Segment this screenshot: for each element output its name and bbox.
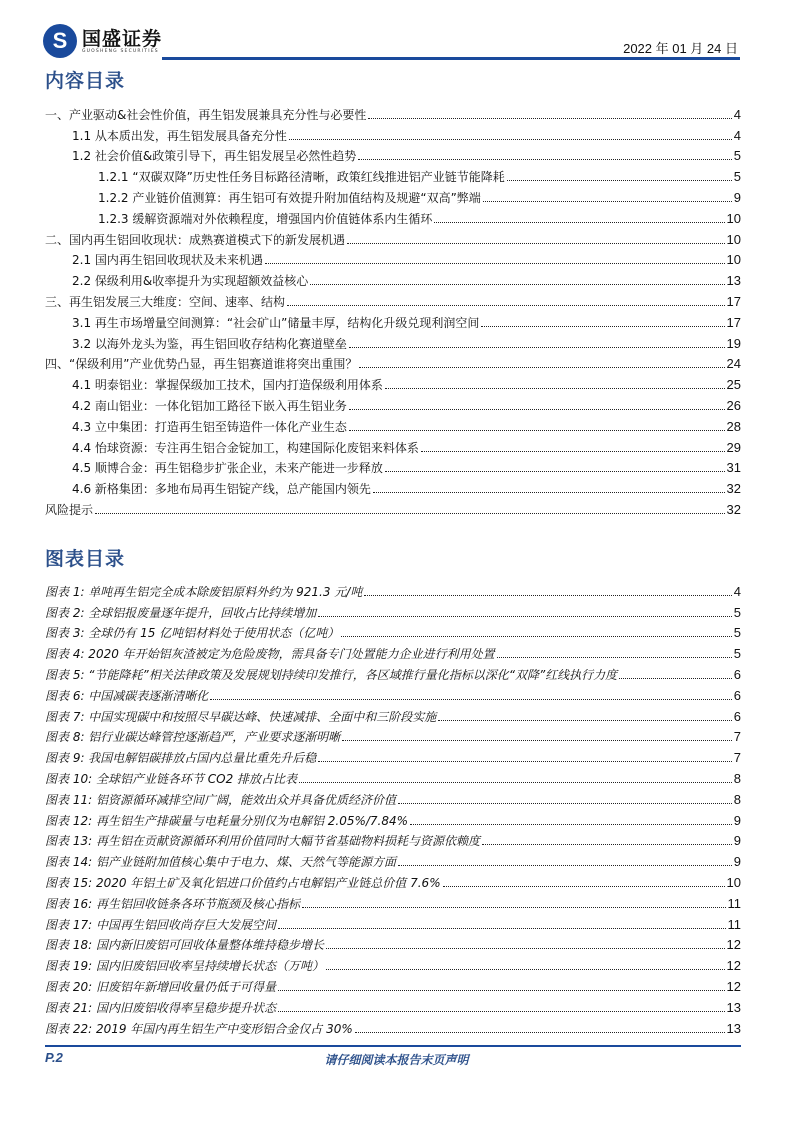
toc-entry[interactable] [45,267,741,288]
dot-leader [347,243,725,244]
toc-entry[interactable] [45,330,741,351]
entry-title: 4.1 明泰铝业：掌握保级加工技术，国内打造保级利用体系 [72,378,383,393]
dot-leader [398,803,732,804]
dot-leader [302,907,726,908]
toc-entry[interactable] [45,247,741,268]
figure-entry[interactable] [45,828,741,849]
entry-page: 13 [726,999,741,1015]
entry-title: 图表 9: 我国电解铝碳排放占国内总量比重先升后稳 [45,751,317,766]
entry-page: 8 [733,770,741,786]
dot-leader [359,367,724,368]
toc-entry[interactable] [45,455,741,476]
entry-title: 图表 13: 再生铝在贡献资源循环利用价值同时大幅节省基础物料损耗与资源依赖度 [45,834,480,849]
entry-title: 4.3 立中集团：打造再生铝至铸造件一体化产业生态 [72,419,347,434]
dot-leader [410,824,732,825]
dot-leader [507,180,732,181]
entry-title: 图表 20: 旧废铝年新增回收量仍低于可得量 [45,979,276,994]
entry-title: 1.1 从本质出发，再生铝发展具备充分性 [72,128,287,143]
entry-page: 9 [733,854,741,870]
entry-title: 3.2 以海外龙头为鉴，再生铝回收存结构化赛道壁垒 [72,336,347,351]
entry-page: 5 [733,646,741,662]
entry-page: 25 [726,377,741,393]
toc-entry[interactable] [45,413,741,434]
footer-divider [45,1045,741,1047]
figure-entry[interactable] [45,599,741,620]
figure-entry[interactable] [45,661,741,682]
dot-leader [619,678,732,679]
entry-title: 图表 11: 铝资源循环减排空间广阔，能效出众并具备优质经济价值 [45,792,396,807]
dot-leader [483,201,732,202]
entry-title: 2.1 国内再生铝回收现状及未来机遇 [72,253,263,268]
dot-leader [364,595,731,596]
dot-leader [326,969,725,970]
entry-title: 图表 10: 全球铝产业链各环节 CO2 排放占比表 [45,771,298,786]
toc-entry[interactable] [45,143,741,164]
toc-entry[interactable] [45,288,741,309]
toc-entry[interactable] [45,392,741,413]
entry-page: 32 [726,501,741,517]
entry-title: 图表 5: “节能降耗”相关法律政策及发展规划持续印发推行，各区域推行量化指标以深化“双降”红线执行力度 [45,667,618,682]
entry-title: 4.6 新格集团：多地布局再生铝锭产线，总产能国内领先 [72,482,371,497]
entry-page: 29 [726,439,741,455]
figure-entry[interactable] [45,578,741,599]
entry-title: 图表 2: 全球铝报废量逐年提升，回收占比持续增加 [45,605,317,620]
toc-entry[interactable] [45,496,741,517]
entry-title: 1.2 社会价值&政策引导下，再生铝发展呈必然性趋势 [72,149,357,164]
figure-entry[interactable] [45,994,741,1015]
entry-page: 10 [726,874,741,890]
footer-disclaimer: 请仔细阅读本报告末页声明 [324,1053,469,1067]
figure-entry[interactable] [45,682,741,703]
toc-entry[interactable] [45,475,741,496]
figure-entry[interactable] [45,807,741,828]
header-divider [162,57,740,60]
dot-leader [318,616,731,617]
entry-title: 一、产业驱动&社会性价值，再生铝发展兼具充分性与必要性 [45,107,367,122]
entry-page: 13 [726,1020,741,1036]
entry-page: 7 [733,729,741,745]
dot-leader [310,284,724,285]
entry-page: 24 [726,356,741,372]
dot-leader [95,513,725,514]
dot-leader [341,636,732,637]
entry-title: 图表 17: 中国再生铝回收尚存巨大发展空间 [45,917,276,932]
report-date: 2022 年 01 月 24 日 [623,41,738,56]
dot-leader [349,347,725,348]
entry-page: 32 [726,481,741,497]
figure-entry[interactable] [45,952,741,973]
entry-page: 26 [726,397,741,413]
dot-leader [385,388,725,389]
dot-leader [210,699,731,700]
dot-leader [289,139,732,140]
dot-leader [349,409,725,410]
toc-entry[interactable] [45,351,741,372]
figure-entry[interactable] [45,890,741,911]
figure-entry[interactable] [45,786,741,807]
dot-leader [326,948,725,949]
entry-title: 四、“保级利用”产业优势凸显，再生铝赛道谁将突出重围？ [45,357,358,372]
entry-page: 5 [733,604,741,620]
entry-title: 图表 6: 中国减碳表逐渐清晰化 [45,688,209,703]
company-logo [43,24,162,58]
page-number: P.2 [45,1050,63,1065]
entry-title: 图表 8: 铝行业碳达峰管控逐渐趋严，产业要求逐渐明晰 [45,730,341,745]
entry-title: 图表 15: 2020 年铝土矿及氧化铝进口价值约占电解铝产业链总价值 7.6% [45,875,441,890]
entry-title: 4.2 南山铝业：一体化铝加工路径下嵌入再生铝业务 [72,398,347,413]
entry-page: 5 [733,148,741,164]
entry-page: 31 [726,460,741,476]
entry-title: 4.5 顺博合金：再生铝稳步扩张企业，未来产能进一步释放 [72,461,383,476]
entry-page: 6 [733,687,741,703]
figure-entry[interactable] [45,848,741,869]
figure-list-title: 图表目录 [45,548,126,570]
entry-page: 5 [733,169,741,185]
entry-page: 12 [726,937,741,953]
toc-entry[interactable] [45,309,741,330]
entry-page: 17 [726,293,741,309]
entry-title: 1.2.3 缓解资源端对外依赖程度，增强国内价值链体系内生循环 [98,211,433,226]
dot-leader [443,886,725,887]
entry-page: 5 [733,625,741,641]
dot-leader [349,430,725,431]
entry-page: 13 [726,273,741,289]
entry-title: 图表 4: 2020 年开始铝灰渣被定为危险废物，需具备专门处置能力企业进行利用处置 [45,647,495,662]
dot-leader [318,761,731,762]
toc-entry[interactable] [45,163,741,184]
dot-leader [265,263,725,264]
dot-leader [385,471,725,472]
figure-entry[interactable] [45,869,741,890]
figure-entry[interactable] [45,744,741,765]
figure-entry[interactable] [45,1015,741,1036]
entry-page: 12 [726,958,741,974]
dot-leader [481,326,724,327]
entry-page: 9 [733,812,741,828]
dot-leader [373,492,725,493]
entry-page: 7 [733,750,741,766]
dot-leader [421,451,725,452]
logo-name-en: GUOSHENG SECURITIES [82,48,159,54]
entry-page: 6 [733,708,741,724]
toc-entry[interactable] [45,101,741,122]
toc-entry[interactable] [45,184,741,205]
entry-page: 4 [733,106,741,122]
figure-entry[interactable] [45,724,741,745]
dot-leader [358,159,732,160]
entry-page: 4 [733,583,741,599]
entry-page: 17 [726,314,741,330]
dot-leader [368,118,731,119]
entry-page: 6 [733,666,741,682]
entry-title: 1.2.1 “双碳双降”历史性任务目标路径清晰，政策红线推进铝产业链节能降耗 [98,170,505,185]
entry-title: 1.2.2 产业链价值测算：再生铝可有效提升附加值结构及规避“双高”弊端 [98,190,481,205]
entry-title: 4.4 怡球资源：专注再生铝合金锭加工，构建国际化废铝来料体系 [72,440,419,455]
entry-page: 10 [726,231,741,247]
dot-leader [438,720,731,721]
entry-title: 2.2 保级利用&收率提升为实现超额效益核心 [72,274,309,289]
entry-page: 11 [727,895,741,911]
toc-title: 内容目录 [45,70,126,92]
dot-leader [398,865,732,866]
entry-page: 9 [733,833,741,849]
dot-leader [278,1011,725,1012]
dot-leader [355,1032,725,1033]
figure-list [45,578,741,1036]
entry-title: 图表 22: 2019 年国内再生铝生产中变形铝合金仅占 30% [45,1021,353,1036]
dot-leader [482,844,732,845]
figure-entry[interactable] [45,620,741,641]
entry-page: 10 [726,210,741,226]
entry-title: 图表 7: 中国实现碳中和按照尽早碳达峰、快速减排、全面中和三阶段实施 [45,709,437,724]
entry-title: 风险提示 [45,502,94,517]
dot-leader [497,657,732,658]
dot-leader [287,305,725,306]
figure-entry[interactable] [45,640,741,661]
logo-name-cn: 国盛证券 [82,27,163,50]
entry-title: 图表 21: 国内旧废铝收得率呈稳步提升状态 [45,1000,276,1015]
figure-entry[interactable] [45,973,741,994]
entry-title: 图表 3: 全球仍有 15 亿吨铝材料处于使用状态（亿吨） [45,626,340,641]
toc-entry[interactable] [45,371,741,392]
entry-page: 12 [726,978,741,994]
entry-page: 19 [726,335,741,351]
entry-title: 二、国内再生铝回收现状：成熟赛道模式下的新发展机遇 [45,232,346,247]
entry-title: 图表 18: 国内新旧废铝可回收体量整体维持稳步增长 [45,938,324,953]
figure-entry[interactable] [45,932,741,953]
entry-title: 图表 16: 再生铝回收链条各环节瓶颈及核心指标 [45,896,300,911]
entry-page: 28 [726,418,741,434]
entry-page: 11 [727,916,741,932]
entry-title: 3.1 再生市场增量空间测算：“社会矿山”储量丰厚，结构化升级兑现利润空间 [72,315,480,330]
dot-leader [434,222,724,223]
entry-page: 10 [726,252,741,268]
entry-page: 9 [733,189,741,205]
entry-title: 图表 14: 铝产业链附加值核心集中于电力、煤、天然气等能源方面 [45,855,396,870]
dot-leader [278,990,725,991]
dot-leader [299,782,732,783]
entry-title: 三、再生铝发展三大维度：空间、速率、结构 [45,294,286,309]
figure-entry[interactable] [45,765,741,786]
dot-leader [342,740,731,741]
figure-entry[interactable] [45,703,741,724]
toc-list [45,101,741,517]
toc-entry[interactable] [45,122,741,143]
toc-entry[interactable] [45,434,741,455]
toc-entry[interactable] [45,226,741,247]
entry-title: 图表 19: 国内旧废铝回收率呈持续增长状态（万吨） [45,959,324,974]
logo-mark-icon: S [43,24,77,58]
dot-leader [278,928,726,929]
toc-entry[interactable] [45,205,741,226]
entry-page: 4 [733,127,741,143]
entry-title: 图表 12: 再生铝生产排碳量与电耗量分别仅为电解铝 2.05%/7.84% [45,813,409,828]
entry-title: 图表 1: 单吨再生铝完全成本除废铝原料外约为 921.3 元/吨 [45,584,363,599]
entry-page: 8 [733,791,741,807]
figure-entry[interactable] [45,911,741,932]
